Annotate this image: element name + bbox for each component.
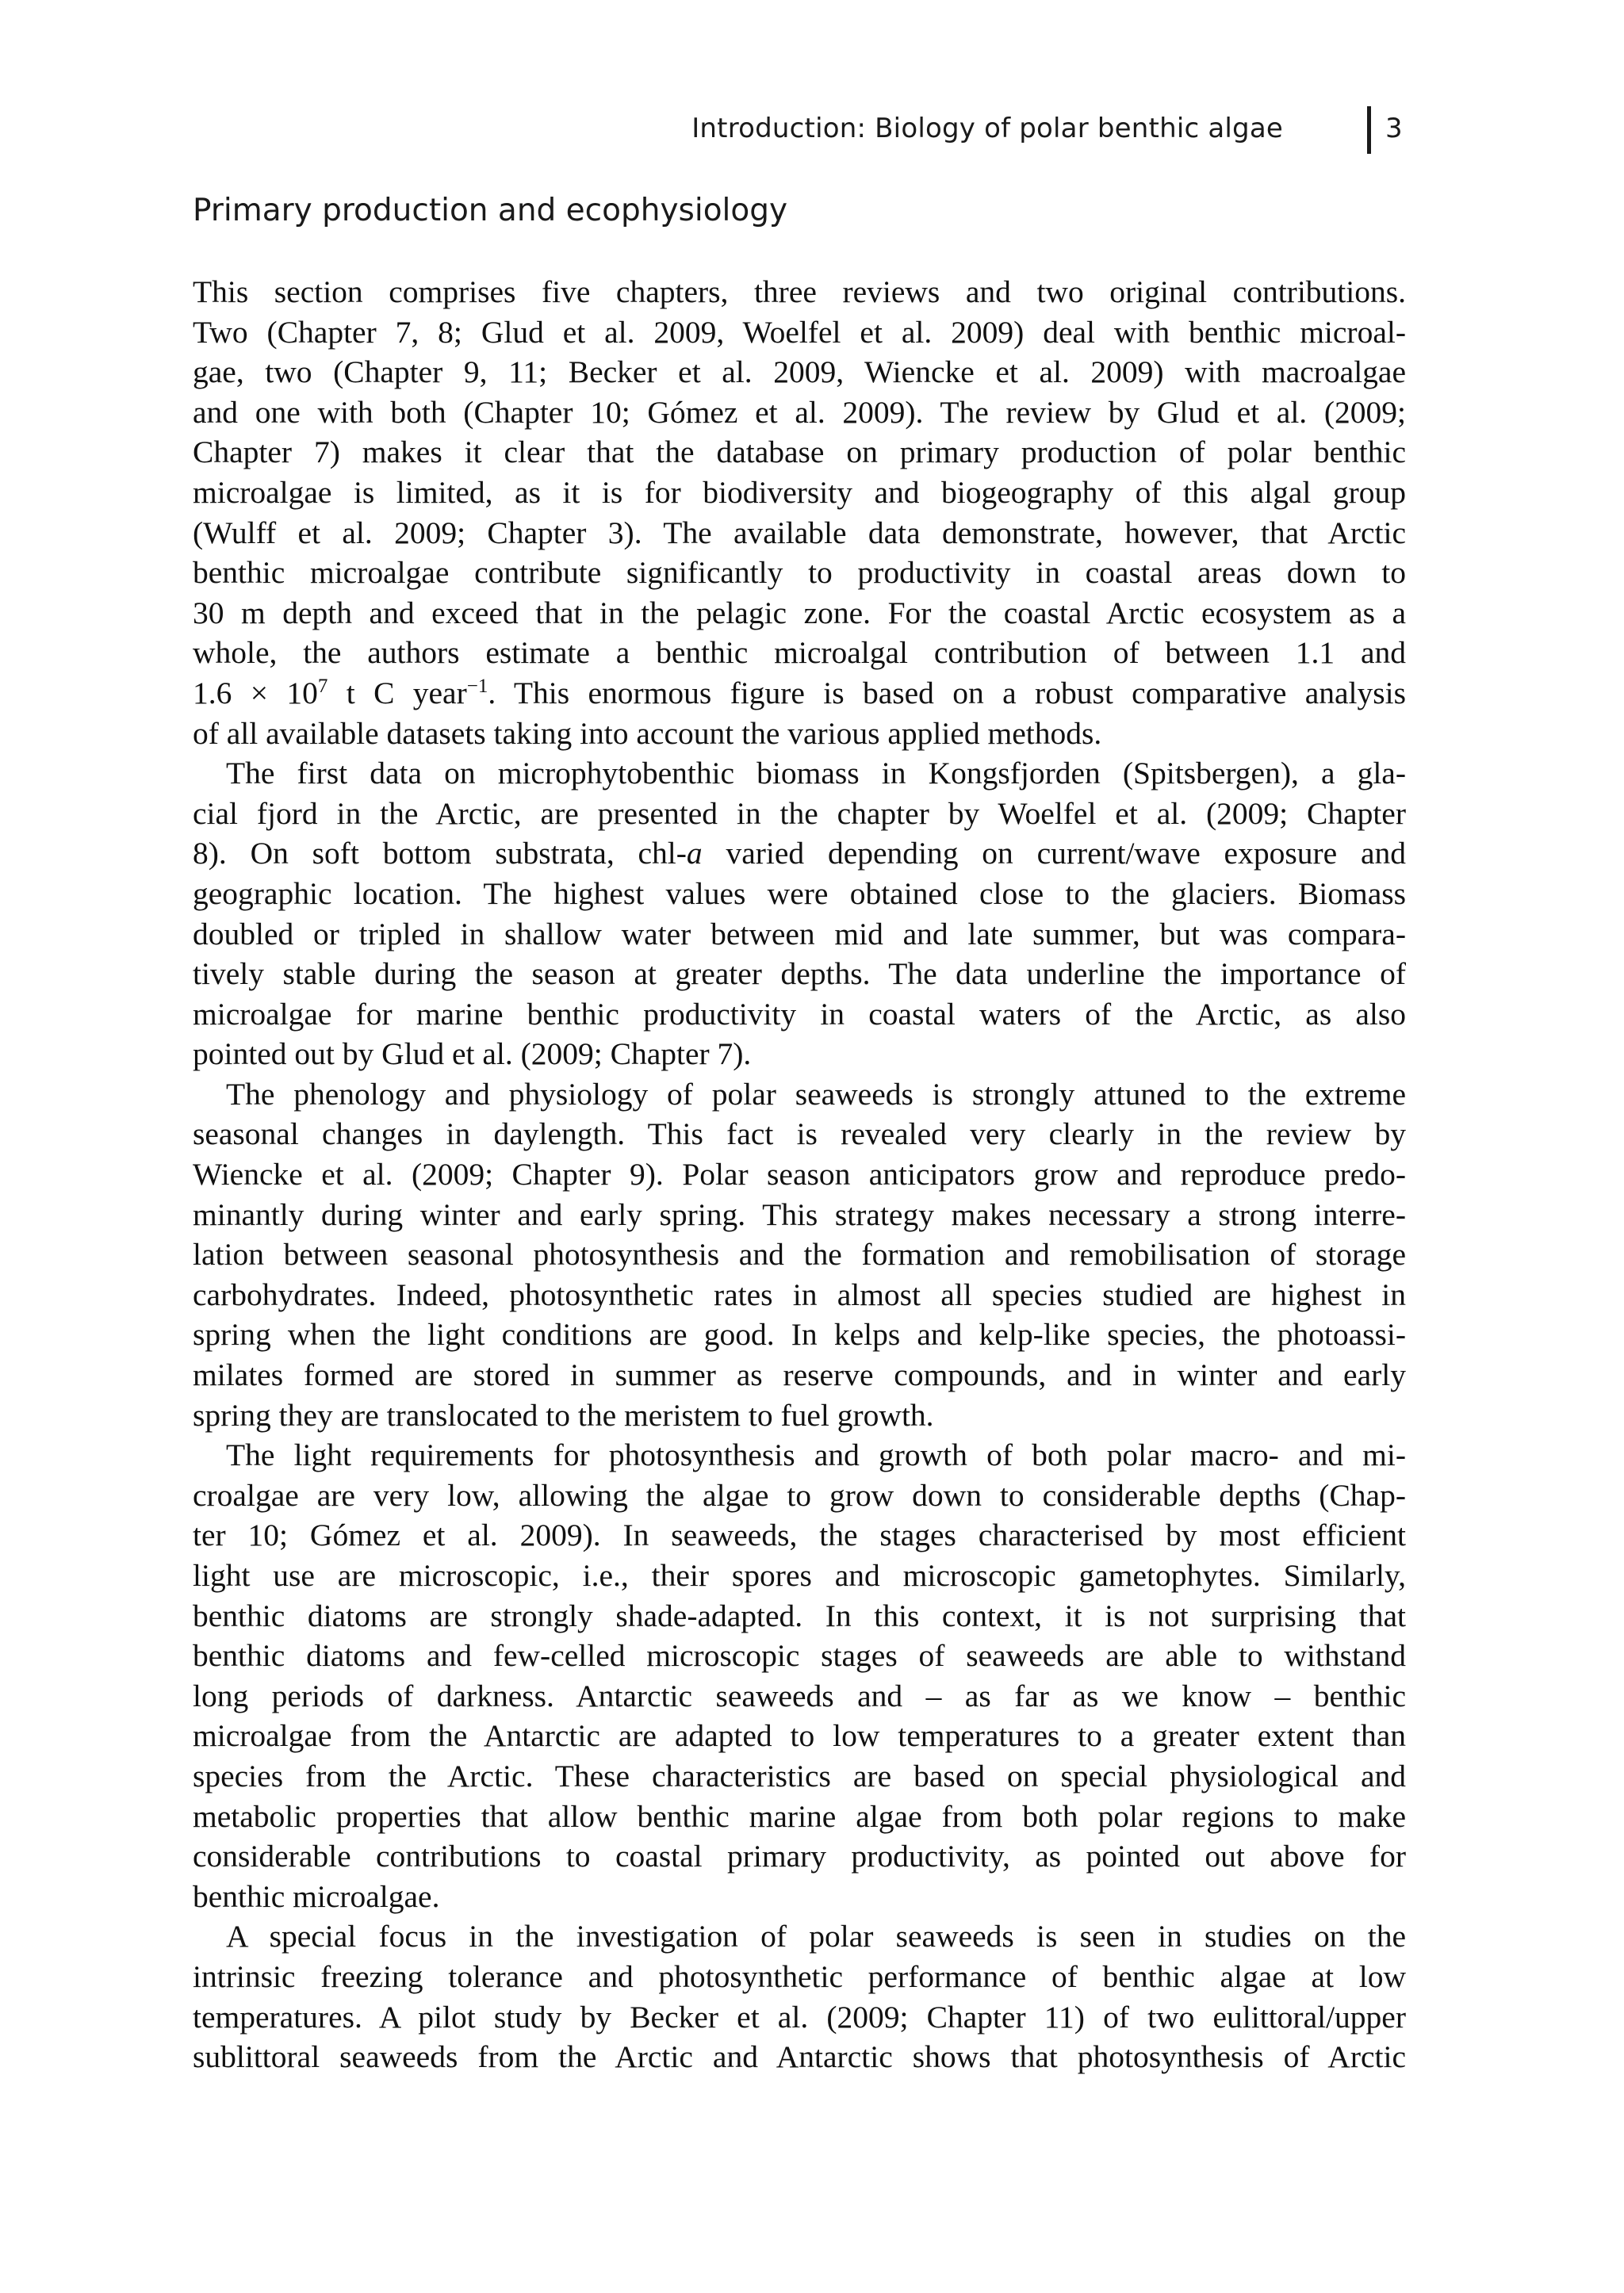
text-line: ter 10; Gómez et al. 2009). In seaweeds, the stages characterised by most efficient bbox=[193, 1518, 1406, 1553]
text-line: The phenology and physiology of polar seaweeds is strongly attuned to the extreme bbox=[226, 1076, 1406, 1112]
section-heading: Primary production and ecophysiology bbox=[193, 193, 788, 228]
unit-exponent: −1 bbox=[466, 675, 488, 697]
text-line: microalgae from the Antarctic are adapted to low temperatures to a greater extent than bbox=[193, 1718, 1406, 1754]
text-line: (Wulff et al. 2009; Chapter 3). The available data demonstrate, however, that Arctic bbox=[193, 515, 1406, 550]
text-line: intrinsic freezing tolerance and photosynthetic performance of benthic algae at low bbox=[193, 1958, 1406, 1994]
text-line: gae, two (Chapter 9, 11; Becker et al. 2009, Wiencke et al. 2009) with macroalgae bbox=[193, 354, 1406, 390]
text-line: lation between seasonal photosynthesis and the formation and remobilisation of storage bbox=[193, 1237, 1406, 1273]
text-line: tively stable during the season at greater depths. The data underline the importance of bbox=[193, 956, 1406, 992]
text-line: spring they are translocated to the meristem to fuel growth. bbox=[193, 1397, 934, 1433]
text-line: Chapter 7) makes it clear that the database on primary production of polar benthic bbox=[193, 434, 1406, 470]
text-line: carbohydrates. Indeed, photosynthetic rates in almost all species studied are highest in bbox=[193, 1277, 1406, 1312]
formula-line bbox=[193, 673, 1406, 714]
text-line: of all available datasets taking into account the various applied methods. bbox=[193, 715, 1102, 751]
text-line: This section comprises five chapters, three reviews and two original contributions. bbox=[193, 274, 1406, 309]
chl-text-after: varied depending on current/wave exposure and bbox=[702, 836, 1406, 871]
text-line: temperatures. A pilot study by Becker et al. (2009; Chapter 11) of two eulittoral/upper bbox=[193, 1999, 1406, 2035]
text-line: benthic diatoms and few-celled microscopic stages of seaweeds are able to withstand bbox=[193, 1638, 1406, 1674]
body-text bbox=[193, 272, 1406, 2077]
running-header bbox=[190, 106, 1404, 154]
text-line: microalgae is limited, as it is for biodiversity and biogeography of this algal group bbox=[193, 474, 1406, 510]
formula-base: 1.6 × 10 bbox=[193, 675, 318, 710]
text-line bbox=[193, 833, 1406, 874]
text-line: Two (Chapter 7, 8; Glud et al. 2009, Woelfel et al. 2009) deal with benthic microal- bbox=[193, 314, 1406, 350]
text-line: The first data on microphytobenthic biomass in Kongsfjorden (Spitsbergen), a gla- bbox=[226, 756, 1406, 791]
text-line: cial fjord in the Arctic, are presented in the chapter by Woelfel et al. (2009; Chapter bbox=[193, 795, 1406, 831]
text-line: The light requirements for photosynthesis and growth of both polar macro- and mi- bbox=[226, 1437, 1406, 1473]
text-line: 30 m depth and exceed that in the pelagic zone. For the coastal Arctic ecosystem as a bbox=[193, 595, 1406, 630]
text-line: benthic microalgae contribute significantly to productivity in coastal areas down to bbox=[193, 555, 1406, 591]
text-line: species from the Arctic. These characteristics are based on special physiological and bbox=[193, 1758, 1406, 1793]
text-line: sublittoral seaweeds from the Arctic and Antarctic shows that photosynthesis of Arctic bbox=[193, 2039, 1406, 2075]
text-line: benthic microalgae. bbox=[193, 1878, 440, 1914]
text-line: doubled or tripled in shallow water between mid and late summer, but was compara- bbox=[193, 916, 1406, 951]
text-line: geographic location. The highest values were obtained close to the glaciers. Biomass bbox=[193, 875, 1406, 911]
text-line: light use are microscopic, i.e., their spores and microscopic gametophytes. Similarly, bbox=[193, 1558, 1406, 1593]
formula-unit: t C year bbox=[327, 675, 467, 710]
text-line: milates formed are stored in summer as reserve compounds, and in winter and early bbox=[193, 1357, 1406, 1393]
text-line: croalgae are very low, allowing the algae to grow down to considerable depths (Chap- bbox=[193, 1477, 1406, 1513]
chl-text-before: 8). On soft bottom substrata, chl- bbox=[193, 836, 687, 871]
text-line: metabolic properties that allow benthic marine algae from both polar regions to make bbox=[193, 1798, 1406, 1834]
formula-rest: . This enormous figure is based on a robust comparative analysis bbox=[488, 675, 1406, 710]
text-line: minantly during winter and early spring. This strategy makes necessary a strong interre- bbox=[193, 1196, 1406, 1232]
text-line: considerable contributions to coastal primary productivity, as pointed out above for bbox=[193, 1839, 1406, 1874]
text-line: seasonal changes in daylength. This fact is revealed very clearly in the review by bbox=[193, 1116, 1406, 1152]
text-line: and one with both (Chapter 10; Gómez et al. 2009). The review by Glud et al. (2009; bbox=[193, 394, 1406, 430]
text-line: benthic diatoms are strongly shade-adapted. In this context, it is not surprising that bbox=[193, 1598, 1406, 1633]
chl-italic: a bbox=[686, 836, 703, 871]
formula-exponent: 7 bbox=[317, 675, 328, 697]
text-line: Wiencke et al. (2009; Chapter 9). Polar season anticipators grow and reproduce predo- bbox=[193, 1157, 1406, 1192]
text-line: microalgae for marine benthic productivity in coastal waters of the Arctic, as also bbox=[193, 996, 1406, 1032]
text-line: whole, the authors estimate a benthic microalgal contribution of between 1.1 and bbox=[193, 635, 1406, 671]
page-number: 3 bbox=[1385, 113, 1403, 144]
text-line: A special focus in the investigation of polar seaweeds is seen in studies on the bbox=[226, 1919, 1406, 1954]
running-title: Introduction: Biology of polar benthic algae bbox=[691, 113, 1283, 144]
header-divider bbox=[1367, 106, 1371, 154]
text-line: spring when the light conditions are good. In kelps and kelp-like species, the photoassi- bbox=[193, 1317, 1406, 1353]
text-line: pointed out by Glud et al. (2009; Chapter 7). bbox=[193, 1036, 752, 1072]
text-line: long periods of darkness. Antarctic seaweeds and – as far as we know – benthic bbox=[193, 1678, 1406, 1713]
